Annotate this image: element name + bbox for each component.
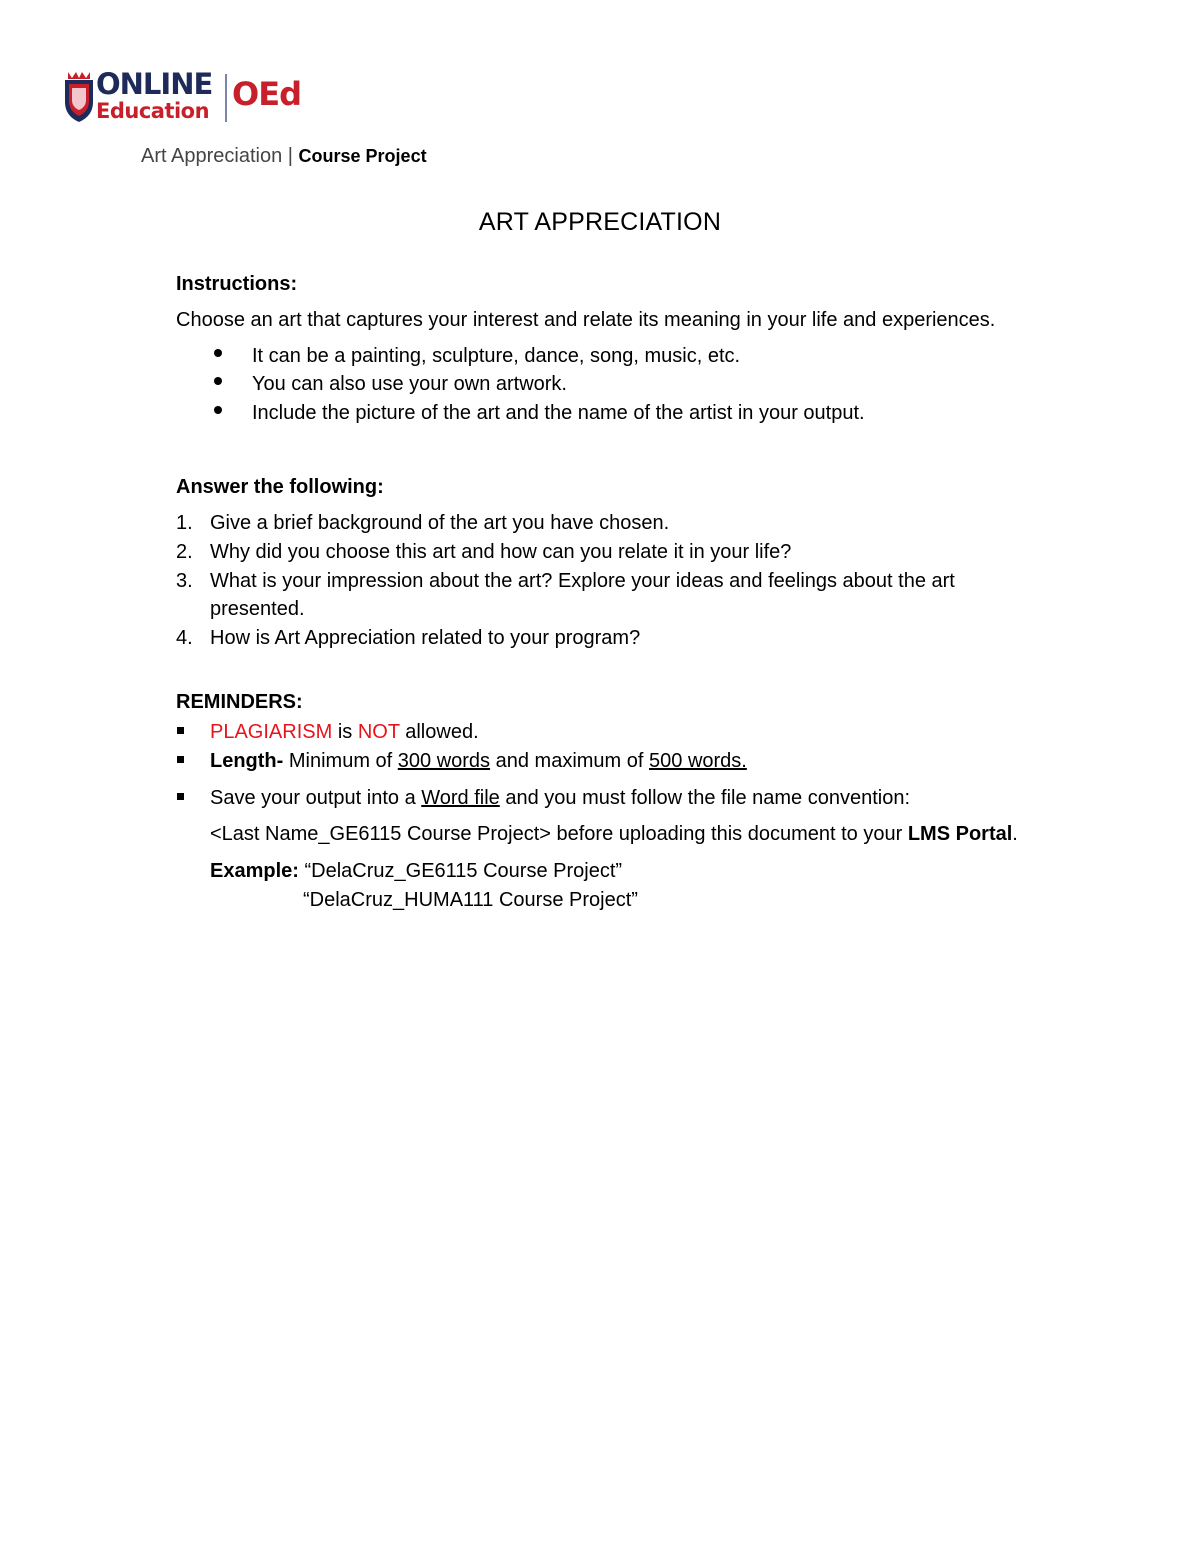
length-label: Length- (210, 750, 284, 772)
plagiarism-label: PLAGIARISM (210, 721, 333, 743)
instructions-text: Choose an art that captures your interest and relate its meaning in your life and experiences. (176, 309, 996, 331)
header-separator: | (287, 145, 293, 167)
question-number: 2. (176, 541, 193, 563)
reminder-text: is (332, 721, 358, 743)
not-label: NOT (357, 721, 400, 743)
word-file: Word file (421, 787, 500, 809)
logo-online-text: ONLINE (96, 67, 213, 101)
example-line-1 (210, 857, 622, 885)
instructions-bullet: Include the picture of the art and the name of the artist in your output. (252, 402, 865, 424)
file-name-convention (210, 820, 1018, 848)
bullet-icon (214, 402, 224, 412)
logo-education-text: Education (96, 99, 210, 123)
reminder-text: Save your output into a (210, 787, 422, 809)
instructions-bullet: You can also use your own artwork. (252, 373, 567, 395)
course-title: Art Appreciation (141, 145, 283, 167)
question-text: How is Art Appreciation related to your program? (210, 627, 641, 649)
square-bullet-icon (177, 756, 184, 763)
reminders-heading: REMINDERS: (176, 691, 303, 713)
square-bullet-icon (177, 793, 184, 800)
convention-period: . (1012, 823, 1018, 845)
example-label: Example: (210, 860, 299, 882)
reminder-text: allowed. (399, 721, 479, 743)
lms-portal: LMS Portal (907, 823, 1013, 845)
square-bullet-icon (177, 727, 184, 734)
example-text: “DelaCruz_GE6115 Course Project” (298, 860, 623, 882)
question-number: 1. (176, 512, 193, 534)
reminder-text: Minimum of (283, 750, 398, 772)
course-type: Course Project (298, 146, 427, 166)
reminder-length (210, 747, 747, 775)
question-text-continued: presented. (210, 598, 305, 620)
answer-heading: Answer the following: (176, 476, 384, 498)
shield-icon (62, 70, 96, 124)
question-text: What is your impression about the art? Explore your ideas and feelings about the art (210, 570, 955, 592)
reminder-text: and maximum of (490, 750, 650, 772)
bullet-icon (214, 373, 224, 383)
question-text: Why did you choose this art and how can you relate it in your life? (210, 541, 792, 563)
question-text: Give a brief background of the art you have chosen. (210, 512, 670, 534)
reminder-text: and you must follow the file name convention: (499, 787, 911, 809)
document-header (141, 143, 427, 169)
convention-text: <Last Name_GE6115 Course Project> before uploading this document to your (210, 823, 908, 845)
logo-divider (225, 74, 227, 122)
question-number: 3. (176, 570, 193, 592)
logo-oed-text: OEd (232, 75, 301, 113)
instructions-heading: Instructions: (176, 273, 298, 295)
page-title: ART APPRECIATION (478, 208, 722, 236)
reminder-plagiarism (210, 718, 479, 746)
bullet-icon (214, 345, 224, 355)
min-words: 300 words (397, 750, 491, 772)
reminder-save (210, 784, 910, 812)
question-number: 4. (176, 627, 193, 649)
example-line-2: “DelaCruz_HUMA111 Course Project” (303, 889, 638, 911)
instructions-bullet: It can be a painting, sculpture, dance, song, music, etc. (252, 345, 741, 367)
max-words: 500 words. (649, 750, 747, 772)
